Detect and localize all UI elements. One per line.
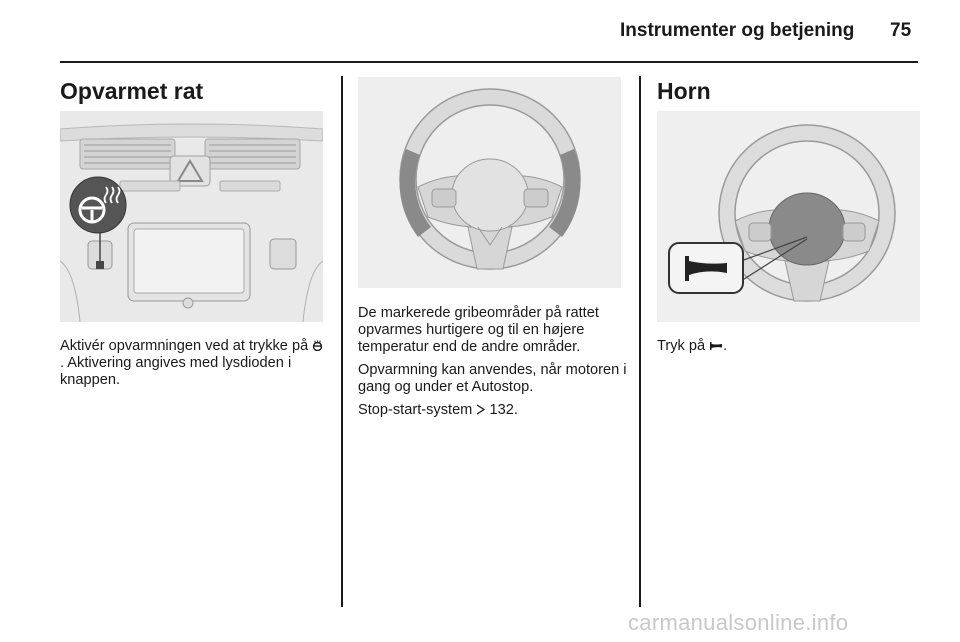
page-number: 75 [890,20,912,41]
reference-triangle-icon [476,402,485,419]
heated-steering-wheel-icon [312,338,323,355]
running-header-title: Instrumenter og betjening [620,20,855,41]
column-divider-2 [639,76,641,607]
page-reference-link[interactable]: 132. [489,402,518,418]
stop-start-reference: Stop-start-system 132. [358,402,518,418]
watermark: carmanualsonline.info [628,610,849,635]
horn-icon [709,338,723,355]
dashboard-illustration [60,111,323,322]
horn-instructions: Tryk på . [657,338,728,354]
heating-usage-note: Opvarmning kan anvendes, når motoren i gang og under et Autostop. [358,362,627,395]
heated-zones-description: De markerede gribeområder på rattet opvarmes hurtigere og til en højere temperatur end de andre områder. [358,305,599,355]
column-divider-1 [341,76,343,607]
section-heading-heated-wheel: Opvarmet rat [60,78,204,104]
horn-steering-wheel-illustration [657,111,920,322]
header-rule [60,61,918,63]
heated-wheel-instructions: Aktivér opvarmningen ved at trykke på . Aktivering angives med lysdioden i knappen. [60,338,325,389]
section-heading-horn: Horn [657,78,711,104]
steering-wheel-heated-zones-illustration [358,77,621,288]
